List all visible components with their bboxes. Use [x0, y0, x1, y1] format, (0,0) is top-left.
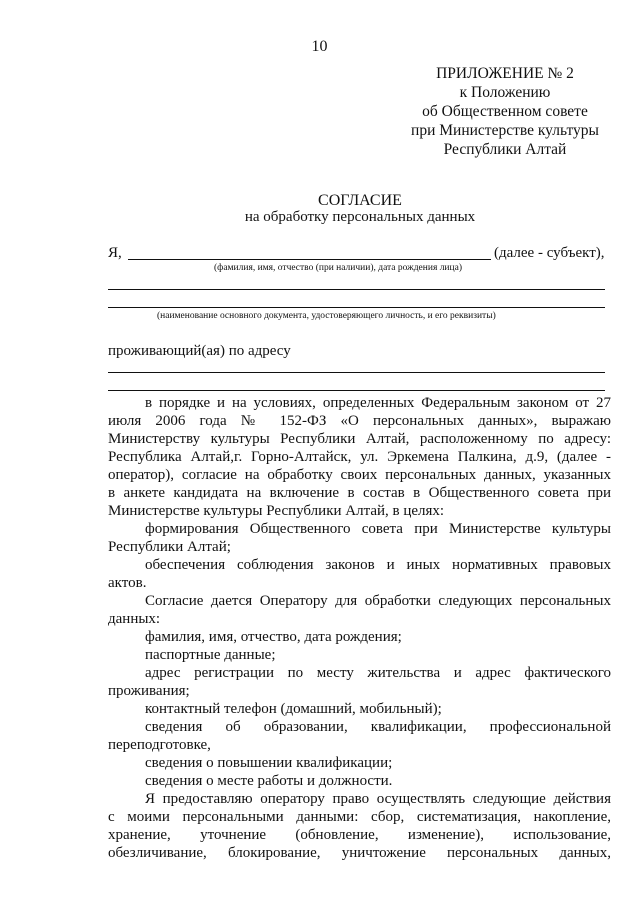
page-number: 10 — [311, 38, 328, 55]
document-fill-line-1[interactable] — [108, 289, 605, 290]
data-item: фамилия, имя, отчество, дата рождения; — [145, 629, 402, 645]
goal-2-line: обеспечения соблюдения законов и иных нормативных правовых — [145, 557, 611, 573]
appendix-line-3: об Общественном совете — [422, 103, 588, 120]
p1-line: Республика Алтай,г. Горно-Алтайск, ул. Эркемена Палкина, д.9, (далее - — [108, 449, 611, 465]
data-item: сведения об образовании, квалификации, профессиональной — [145, 719, 611, 735]
data-item: сведения о месте работы и должности. — [145, 773, 393, 789]
p1-line: оператор), согласие на обработку своих персональных данных, указанных — [108, 467, 611, 483]
data-item: проживания; — [108, 683, 190, 699]
appendix-line-5: Республики Алтай — [443, 141, 567, 158]
address-label: проживающий(ая) по адресу — [108, 343, 291, 359]
address-fill-line-2[interactable] — [108, 390, 605, 391]
appendix-line-2: к Положению — [459, 84, 551, 101]
p3-line: обезличивание, блокирование, уничтожение персональных данных, — [108, 845, 611, 861]
appendix-line-4: при Министерстве культуры — [411, 122, 599, 139]
ya-label: Я, — [108, 245, 122, 261]
document-caption: (наименование основного документа, удостоверяющего личность, и его реквизиты) — [157, 311, 496, 321]
data-item: сведения о повышении квалификации; — [145, 755, 393, 771]
name-caption: (фамилия, имя, отчество (при наличии), дата рождения лица) — [214, 263, 462, 273]
p1-line: июля 2006 года № 152-ФЗ «О персональных данных», выражаю — [108, 413, 611, 429]
data-item: переподготовке, — [108, 737, 211, 753]
goal-2-line: актов. — [108, 575, 147, 591]
p2-line: Согласие дается Оператору для обработки следующих персональных — [145, 593, 611, 609]
document-fill-line-2[interactable] — [108, 307, 605, 308]
p1-line: Министерству культуры Республики Алтай, расположенному по адресу: — [108, 431, 611, 447]
appendix-header — [380, 64, 630, 159]
appendix-line-1: ПРИЛОЖЕНИЕ № 2 — [436, 65, 574, 82]
data-item: паспортные данные; — [145, 647, 276, 663]
p1-line: в порядке и на условиях, определенных Федеральным законом от 27 — [145, 395, 611, 411]
p1-line: в анкете кандидата на включение в состав в Общественного совета при — [108, 485, 611, 501]
p3-line: Я предоставляю оператору право осуществлять следующие действия — [145, 791, 611, 807]
document-title: СОГЛАСИЕ — [318, 192, 402, 209]
name-fill-line[interactable] — [128, 259, 491, 260]
goal-1-line: Республики Алтай; — [108, 539, 231, 555]
document-subtitle: на обработку персональных данных — [244, 209, 476, 225]
data-item: адрес регистрации по месту жительства и адрес фактического — [145, 665, 611, 681]
address-fill-line-1[interactable] — [108, 372, 605, 373]
p1-line: Министерстве культуры Республики Алтай, в целях: — [108, 503, 445, 519]
goal-1-line: формирования Общественного совета при Министерстве культуры — [145, 521, 611, 537]
subject-suffix: (далее - субъект), — [494, 245, 605, 261]
data-item: контактный телефон (домашний, мобильный); — [145, 701, 442, 717]
p3-line: с моими персональными данными: сбор, систематизация, накопление, — [108, 809, 611, 825]
p2-line: данных: — [108, 611, 161, 627]
p3-line: хранение, уточнение (обновление, изменение), использование, — [108, 827, 611, 843]
